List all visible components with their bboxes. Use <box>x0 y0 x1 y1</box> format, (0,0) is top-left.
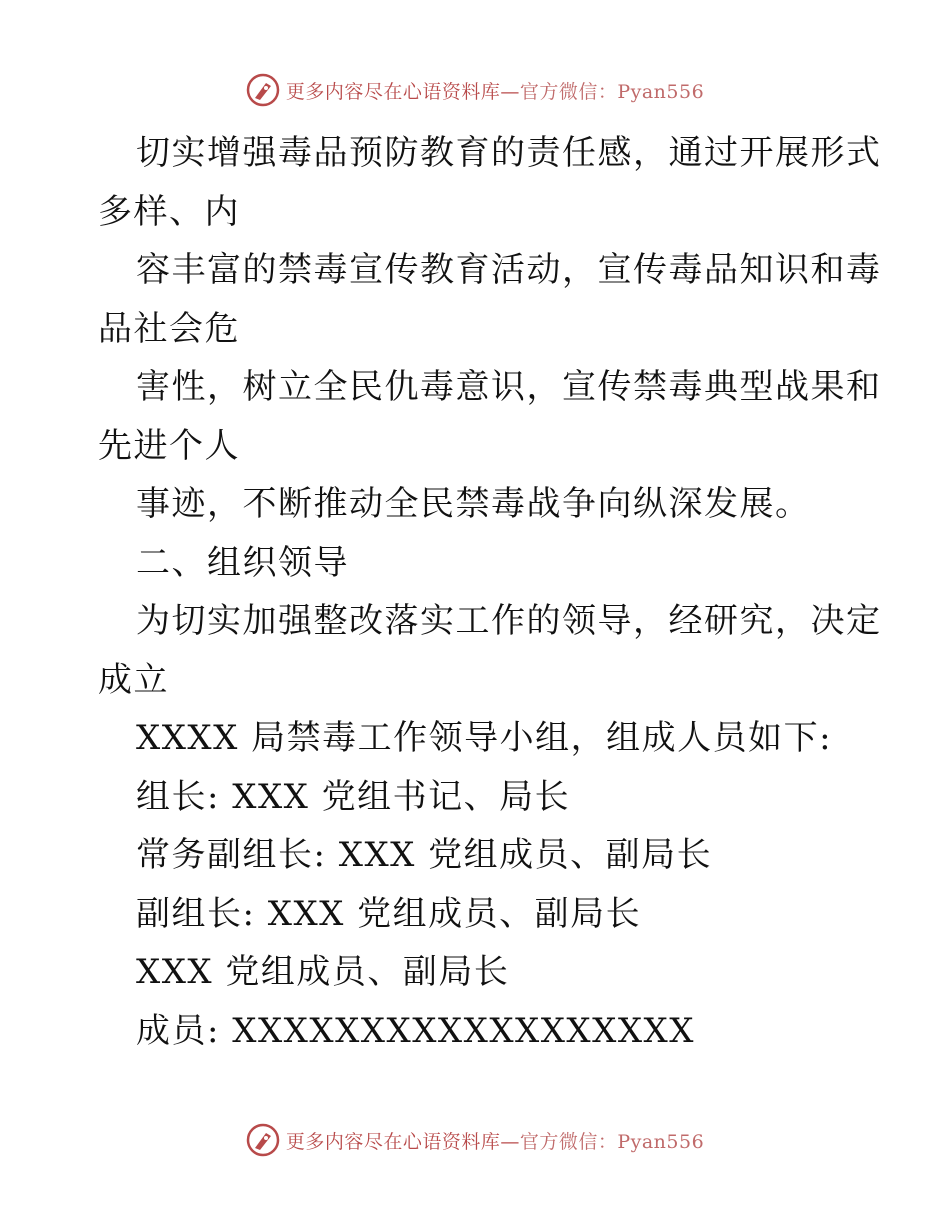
pen-nib-logo-icon <box>246 73 280 107</box>
member-line-leader: 组长: XXX 党组书记、局长 <box>136 776 571 817</box>
document-body <box>98 124 882 1060</box>
pen-nib-logo-icon <box>246 1123 280 1157</box>
member-line-executive-deputy: 常务副组长: XXX 党组成员、副局长 <box>136 835 713 875</box>
member-line-deputy: 副组长: XXX 党组成员、副局长 <box>136 893 642 934</box>
paragraph-line: 多样、内 <box>98 191 240 232</box>
watermark-text: 更多内容尽在心语资料库—官方微信：Pyan556 <box>285 80 705 103</box>
paragraph-line: 为切实加强整改落实工作的领导，经研究，决定 <box>136 601 882 641</box>
paragraph-line: 切实增强毒品预防教育的责任感，通过开展形式 <box>136 133 882 173</box>
paragraph-line: 事迹，不断推动全民禁毒战争向纵深发展。 <box>136 484 811 524</box>
section-heading: 二、组织领导 <box>136 542 349 583</box>
paragraph-line: 容丰富的禁毒宣传教育活动，宣传毒品知识和毒 <box>136 250 882 290</box>
paragraph-line: 成立 <box>98 659 169 700</box>
paragraph-line: 先进个人 <box>98 425 240 466</box>
paragraph-line: 害性，树立全民仇毒意识，宣传禁毒典型战果和 <box>136 367 882 407</box>
header-watermark <box>0 70 950 110</box>
footer-watermark <box>0 1120 950 1160</box>
member-line-deputy-2: XXX 党组成员、副局长 <box>136 952 510 992</box>
watermark-text: 更多内容尽在心语资料库—官方微信：Pyan556 <box>285 1130 705 1153</box>
paragraph-line: 品社会危 <box>98 308 240 349</box>
member-line-members: 成员: XXXXXXXXXXXXXXXXXX <box>136 1010 695 1051</box>
paragraph-line: XXXX 局禁毒工作领导小组，组成人员如下: <box>136 718 833 758</box>
